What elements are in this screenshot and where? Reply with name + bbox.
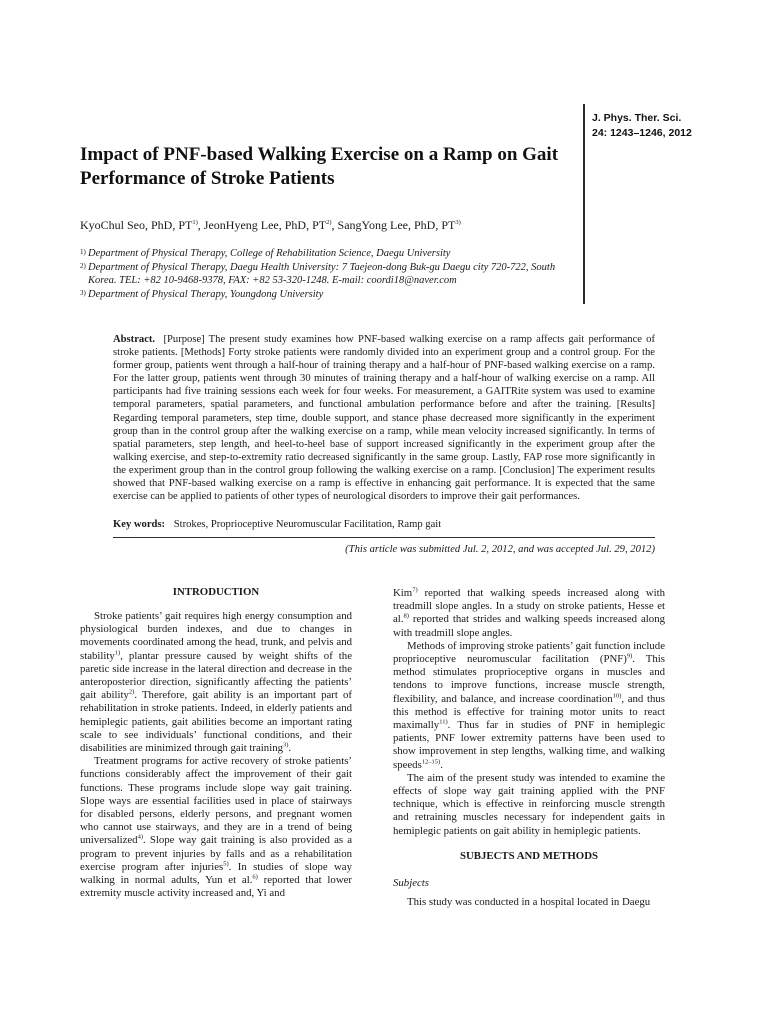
text-run: Treatment programs for active recovery of stroke patients’ functions considerably affect the improvement of their gait functions. These programs include slope way gait training. Slope ways are essential facilities used in place of stairways for disabled persons, elderly persons, and pregnant women who cannot use stairways, and they are in a trend of being universalized [80, 755, 352, 847]
text-run: reported that walking speeds increased along with treadmill slope angles. In a study on stroke patients, Hesse et al. [393, 587, 665, 626]
text-run: Methods of improving stroke patients’ gait function include proprioceptive neuromuscular facilitation (PNF) [393, 639, 665, 666]
affiliation-3-mark: 3) [80, 288, 86, 297]
keywords [113, 518, 655, 532]
affiliation-2-text: Department of Physical Therapy, Daegu Health University: 7 Taejeon-dong Buk-gu Daegu city 720-722, South Korea. TEL: +82 10-9468-9378, FAX: +82 53-320-1248. E-mail: coordi18@naver.com [88, 261, 556, 286]
journal-info [592, 111, 742, 141]
keywords-label: Key words: [113, 519, 166, 530]
citation-mark: 10) [612, 692, 622, 700]
intro-paragraph-3 [393, 587, 665, 640]
journal-name: J. Phys. Ther. Sci. [592, 112, 682, 124]
subsection-heading-subjects: Subjects [393, 876, 429, 889]
affiliation-1-mark: 1) [80, 248, 86, 256]
journal-citation: 24: 1243–1246, 2012 [592, 127, 692, 139]
abstract [113, 333, 655, 503]
citation-mark: 5) [223, 860, 229, 868]
affiliation-list [80, 247, 580, 301]
section-heading-introduction: INTRODUCTION [172, 586, 260, 598]
intro-paragraph-1 [80, 610, 352, 755]
affiliation-1-text: Department of Physical Therapy, College of Rehabilitation Science, Daegu University [88, 248, 451, 259]
affiliation-2 [80, 261, 580, 288]
abstract-label: Abstract. [113, 334, 156, 345]
affiliation-3 [80, 288, 580, 302]
author-2-affil-mark: 2) [326, 219, 332, 226]
author-2: JeonHyeng Lee, PhD, PT [203, 218, 327, 232]
intro-paragraph-2 [80, 755, 352, 900]
citation-mark: 12–15) [421, 758, 441, 766]
text-run: , plantar pressure caused by weight shifts of the paretic side increase in the lateral direction and decrease in the anteroposterior direction, significantly affecting the patients’ gait ability [80, 649, 352, 702]
author-1-affil-mark: 1) [192, 219, 198, 226]
citation-mark: 6) [252, 873, 258, 881]
citation-mark: 3) [283, 741, 289, 749]
submission-note: (This article was submitted Jul. 2, 2012, and was accepted Jul. 29, 2012) [345, 544, 655, 555]
text-run: reported that lower extremity muscle activity increased and, Yi and [80, 874, 353, 900]
text-run: . In studies of slope way walking in normal adults, Yun et al. [80, 860, 352, 887]
article-title: Impact of PNF-based Walking Exercise on a Ramp on Gait Performance of Stroke Patients [80, 144, 559, 189]
citation-mark: 11) [439, 718, 448, 726]
citation-mark: 1) [114, 649, 121, 657]
citation-mark: 8) [403, 612, 409, 620]
text-run: . This method stimulates proprioceptive organs in muscles and tendons to improve functions, increase muscle strength, flexibility, and balance, and increase coordination [393, 653, 665, 705]
abstract-text: [Purpose] The present study examines how PNF-based walking exercise on a ramp affects gait performance of stroke patients. [Methods] Forty stroke patients were randomly divided into an experiment group and a control group. For the former group, patients went through a half-hour of training therapy and a half-hour of PNF-based walking exercise on a ramp. For the latter group, patients went through 30 minutes of training therapy and a half-hour of walking exercise on a ramp. All participants had five training sessions each week for four weeks. For measurement, a GAITRite system was used to examine temporal parameters, spatial parameters, and functional ambulation performance before and after the training. [Results] Regarding temporal parameters, step time, double support, and stance phase decreased more significantly in the experiment group than in the control group after the walking exercise on a ramp, while mean velocity increased significantly. In terms of spatial parameters, step length, and heel-to-heel base of support increased significantly in the experiment group after the walking exercise, and step-to-extremity ratio decreased significantly in the same group. Lastly, FAP rose more significantly in the experiment group than in the control group following the walking exercise on a ramp. [Conclusion] The experiment results showed that PNF-based walking exercise on a ramp is effective in enhancing gait performance. It is expected that the same exercise can be applied to patients of other types of neurological disorders to improve their gait performances. [113, 334, 655, 503]
author-list: KyoChul Seo, PhD, PT$^{1)}$, JeonHyeng Lee, PhD, PT$^{2)}$, SangYong Lee, PhD, PT$^{3)}$ [80, 218, 461, 232]
text-run: , and thus this method is effective for training motor units to react maximally [393, 692, 665, 732]
affiliation-2-mark: 2) [80, 261, 86, 270]
author-1: KyoChul Seo, PhD, PT [80, 218, 193, 232]
author-3: SangYong Lee, PhD, PT [337, 218, 456, 232]
text-run: reported that strides and walking speeds increased along with treadmill slope angles. [393, 613, 665, 639]
left-column [80, 586, 352, 900]
text-run: . Thus far in studies of PNF in hemiplegic patients, PNF lower extremity patterns have been used to show improvement in step lengths, walking time, and walking speeds [393, 719, 665, 771]
author-3-affil-mark: 3) [455, 219, 461, 226]
text-run: . Slope way gait training is also provided as a program to prevent injuries by falls and as a rehabilitation exercise program after injuries [80, 834, 352, 873]
right-column [393, 587, 665, 909]
text-run: . [440, 758, 443, 771]
keywords-text: Strokes, Proprioceptive Neuromuscular Facilitation, Ramp gait [173, 519, 442, 530]
text-run: This study was conducted in a hospital located in Daegu [407, 895, 651, 908]
affiliation-3-text: Department of Physical Therapy, Youngdong University [88, 288, 324, 300]
text-run: Stroke patients’ gait requires high energy consumption and physiological burden indexes, and due to changes in movements coordinated among the head, trunk, and pelvis and stability [80, 610, 352, 662]
intro-paragraph-4 [393, 640, 665, 772]
header-divider [583, 104, 585, 304]
text-run: . [288, 742, 292, 755]
text-run: . Therefore, gait ability is an important part of rehabilitation in stroke patients. Indeed, in elderly patients and hemiplegic patients, gait abilities become an important rating scale to see individuals’ functional conditions, and their disabilities are minimized through gait training [80, 689, 352, 755]
abstract-divider [113, 537, 655, 538]
citation-mark: 2) [128, 688, 135, 696]
intro-paragraph-5 [393, 772, 665, 838]
citation-mark: 4) [137, 833, 143, 841]
text-run: Kim [393, 587, 413, 599]
subjects-paragraph-1 [393, 896, 665, 909]
section-heading-methods: SUBJECTS AND METHODS [460, 849, 598, 862]
affiliation-1 [80, 247, 580, 261]
citation-mark: 7) [412, 586, 418, 594]
text-run: The aim of the present study was intended to examine the effects of slope way gait training applied with the PNF technique, which is effective in reinforcing muscle strength and retraining muscles necessary for independent gaits in hemiplegic patients on gait ability in hemiplegic patients. [393, 771, 665, 837]
citation-mark: 9) [626, 652, 633, 660]
